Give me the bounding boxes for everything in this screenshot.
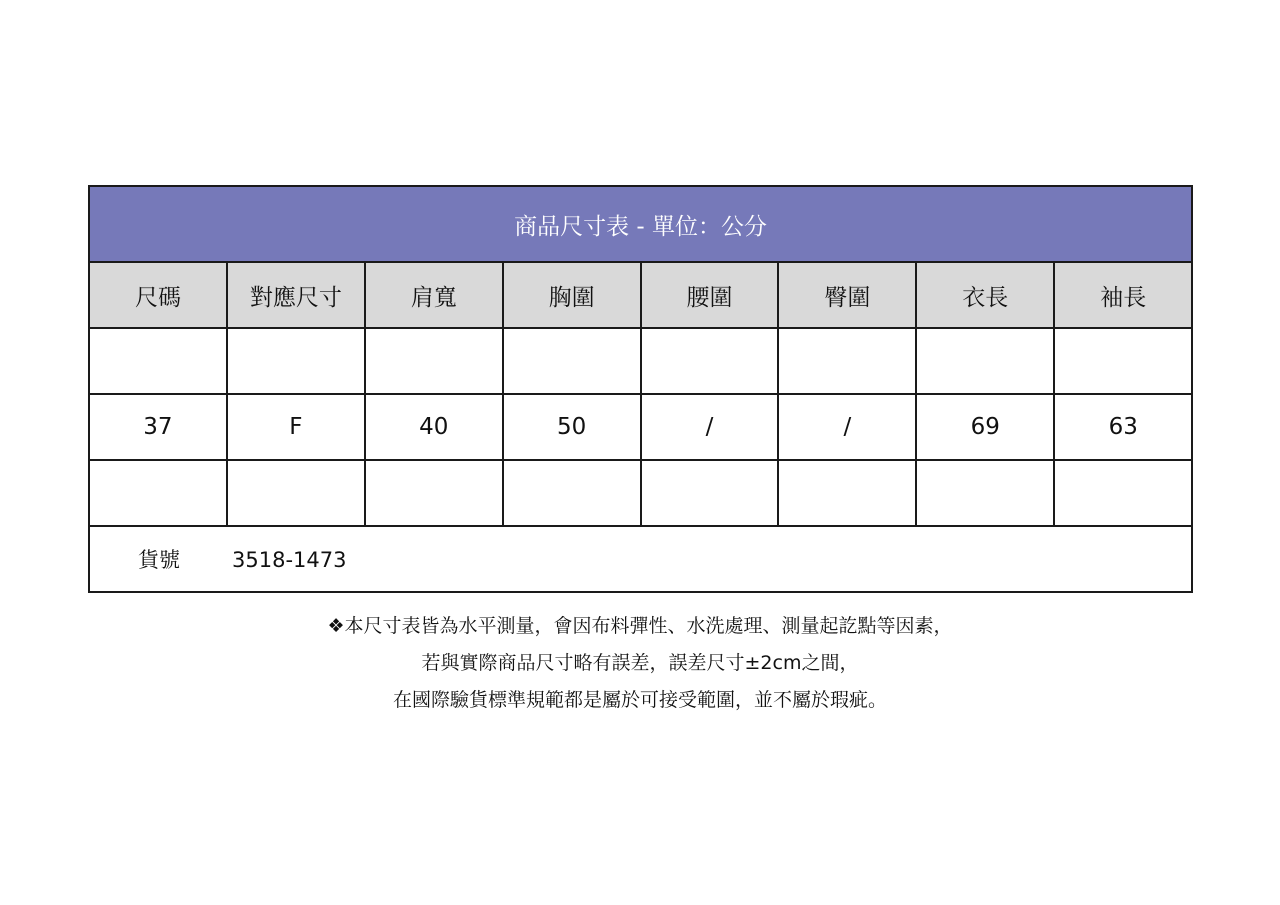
header-waist: 腰圍 — [641, 262, 779, 328]
product-number-cell — [89, 526, 1192, 592]
table-cell — [503, 460, 641, 526]
header-shoulder-width: 肩寬 — [365, 262, 503, 328]
table-cell — [1054, 328, 1192, 394]
table-cell — [1054, 460, 1192, 526]
table-title: 商品尺寸表 - 單位：公分 — [89, 186, 1192, 262]
table-cell: 40 — [365, 394, 503, 460]
table-cell — [89, 460, 227, 526]
table-cell — [227, 328, 365, 394]
table-cell — [365, 328, 503, 394]
header-hip: 臀圍 — [778, 262, 916, 328]
table-row — [89, 328, 1192, 394]
table-cell: 37 — [89, 394, 227, 460]
table-cell: / — [641, 394, 779, 460]
table-cell: / — [778, 394, 916, 460]
table-cell — [89, 328, 227, 394]
table-cell — [916, 328, 1054, 394]
table-cell: 63 — [1054, 394, 1192, 460]
header-size: 尺碼 — [89, 262, 227, 328]
table-cell — [365, 460, 503, 526]
measurement-notes — [0, 608, 1280, 719]
note-line: 在國際驗貨標準規範都是屬於可接受範圍，並不屬於瑕疵。 — [392, 689, 887, 711]
size-chart-table — [88, 185, 1193, 593]
table-title-row — [89, 186, 1192, 262]
header-length: 衣長 — [916, 262, 1054, 328]
table-header-row — [89, 262, 1192, 328]
table-cell — [227, 460, 365, 526]
table-cell — [503, 328, 641, 394]
note-line: ❖本尺寸表皆為水平測量，會因布料彈性、水洗處理、測量起訖點等因素， — [327, 615, 953, 637]
note-line: 若與實際商品尺寸略有誤差，誤差尺寸±2cm之間， — [421, 652, 859, 674]
table-cell: 50 — [503, 394, 641, 460]
table-cell: F — [227, 394, 365, 460]
table-cell — [916, 460, 1054, 526]
header-corresponding-size: 對應尺寸 — [227, 262, 365, 328]
table-cell — [778, 328, 916, 394]
product-number-label: 貨號 — [138, 548, 180, 572]
product-number-row — [89, 526, 1192, 592]
table-cell: 69 — [916, 394, 1054, 460]
table-row — [89, 460, 1192, 526]
header-sleeve-length: 袖長 — [1054, 262, 1192, 328]
product-number-value: 3518-1473 — [232, 548, 347, 572]
table-cell — [641, 328, 779, 394]
table-row — [89, 394, 1192, 460]
table-cell — [778, 460, 916, 526]
table-cell — [641, 460, 779, 526]
header-chest: 胸圍 — [503, 262, 641, 328]
